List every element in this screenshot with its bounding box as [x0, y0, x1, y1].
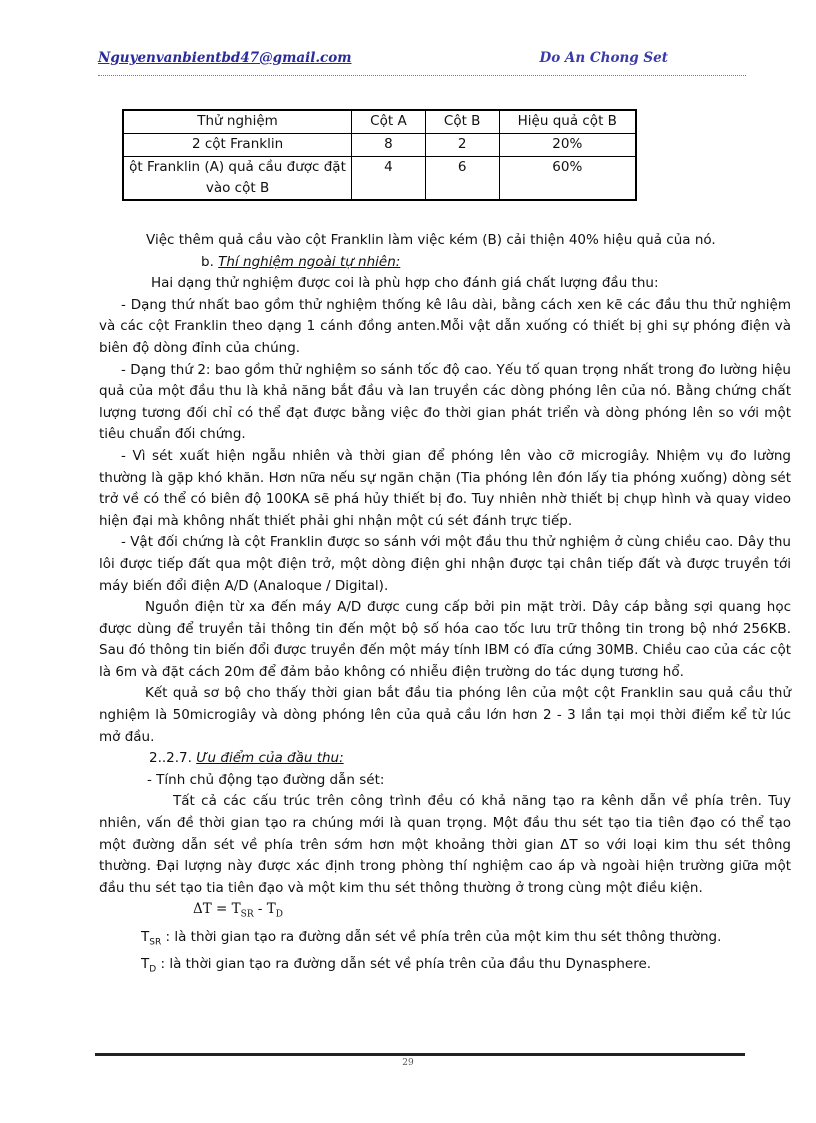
formula-lhs: ΔT = T — [193, 901, 241, 918]
paragraph: - Tính chủ động tạo đường dẫn sét: — [147, 771, 385, 788]
subsection-heading — [121, 252, 791, 274]
page-header — [98, 50, 746, 72]
body-text — [99, 230, 791, 981]
bullet-paragraph: - Vì sét xuất hiện ngẫu nhiên và thời gian để phóng lên vào cỡ microgiây. Nhiệm vụ đo lường thường là gặp khó khăn. Hơn nữa nếu sự ngăn chặn (Tia phóng lên đón lấy tia phóng xuống) dòng sét trở về có thể có biên độ 100KA sẽ phá hủy thiết bị đo. Tuy nhiên nhờ thiết bị chụp hình và quay video hiện đại mà không nhất thiết phải ghi nhận một cú sét đánh trực tiếp. — [99, 447, 791, 529]
table-cell: 60% — [499, 157, 636, 201]
header-divider — [98, 75, 746, 76]
table-cell-line: vào cột B — [205, 180, 270, 196]
definition-symbol: T — [141, 928, 150, 945]
table-cell: 2 cột Franklin — [123, 134, 352, 157]
author-email-link[interactable]: Nguyenvanbientbd47@gmail.com — [98, 50, 352, 66]
paragraph: Tất cả các cấu trúc trên công trình đều có khả năng tạo ra kênh dẫn về phía trên. Tuy nhiên, vấn đề thời gian tạo ra chúng mới là quan trọng. Một đầu thu sét tạo tia tiên đạo có thể tạo một đường dẫn sét về phía trên sớm hơn một khoảng thời gian ΔT so với loại kim thu sét thông thường. Đại lượng này được xác định trong phòng thí nghiệm cao áp và ngoài hiện trường giữa một đầu thu sét tạo tia tiên đạo và một kim thu sét thông thường ở trong cùng một điều kiện. — [99, 793, 791, 896]
paragraph: Việc thêm quả cầu vào cột Franklin làm việc kém (B) cải thiện 40% hiệu quả của nó. — [146, 232, 716, 248]
formula-mid: - T — [253, 901, 276, 918]
definition-symbol: T — [141, 955, 150, 972]
section-title: Ưu điểm của đầu thu: — [196, 750, 344, 767]
table-header-cell: Thử nghiệm — [123, 110, 352, 134]
table-header-cell: Cột B — [425, 110, 499, 134]
table-row — [123, 134, 636, 157]
paragraph: Hai dạng thử nghiệm được coi là phù hợp cho đánh giá chất lượng đầu thu: — [151, 275, 659, 292]
footer-divider — [95, 1053, 745, 1056]
definition-text: : là thời gian tạo ra đường dẫn sét về phía trên của một kim thu sét thông thường. — [161, 928, 722, 945]
table-cell-line: ột Franklin (A) quả cầu được đặt — [129, 159, 346, 175]
section-heading — [121, 748, 791, 770]
bullet-paragraph: - Vật đối chứng là cột Franklin được so sánh với một đầu thu thử nghiệm ở cùng chiều cao. Dây thu lôi được tiếp đất qua một điện trở, một dòng điện ghi nhận được tại chân tiếp đất và được truyền tới máy biến đổi điện A/D (Analoque / Digital). — [99, 534, 791, 594]
table-cell-multiline — [123, 157, 352, 201]
table-row — [123, 157, 636, 201]
definition-subscript: D — [149, 964, 157, 975]
project-title: Do An Chong Set — [539, 50, 668, 66]
table-cell: 20% — [499, 134, 636, 157]
bullet-paragraph: - Dạng thứ nhất bao gồm thử nghiệm thống kê lâu dài, bằng cách xen kẽ các đầu thu thử nghiệm và các cột Franklin theo dạng 1 cánh đồng anten.Mỗi vật dẫn xuống có thiết bị ghi sự phóng điện và biên độ dòng đỉnh của chúng. — [99, 296, 791, 356]
table-cell: 2 — [425, 134, 499, 157]
table-header-cell: Cột A — [352, 110, 426, 134]
formula-subscript: SR — [240, 910, 254, 921]
table-cell: 8 — [352, 134, 426, 157]
table-cell: 4 — [352, 157, 426, 201]
bullet-paragraph: - Dạng thứ 2: bao gồm thử nghiệm so sánh tốc độ cao. Yếu tố quan trọng nhất trong đo lường hiệu quả của một đầu thu là khả năng bắt đầu và lan truyền các dòng phóng lên của nó. Bằng chứng chất lượng tương đối chỉ có thể đạt được bằng việc đo thời gian phát triển và dòng phóng lên so với một tiêu chuẩn đối chứng. — [99, 361, 791, 443]
table-header-row — [123, 110, 636, 134]
definition-text: : là thời gian tạo ra đường dẫn sét về phía trên của đầu thu Dynasphere. — [156, 955, 652, 972]
definition-subscript: SR — [149, 937, 162, 948]
table-cell: 6 — [425, 157, 499, 201]
page-number: 29 — [402, 1058, 414, 1068]
table-header-cell: Hiệu quả cột B — [499, 110, 636, 134]
definition — [121, 927, 791, 954]
test-results-table — [122, 109, 637, 201]
definition — [121, 954, 791, 981]
section-number: 2..2.7. — [149, 750, 192, 767]
subsection-number: b. — [201, 253, 214, 270]
paragraph: Nguồn điện từ xa đến máy A/D được cung cấp bởi pin mặt trời. Dây cáp bằng sợi quang học được dùng để truyền tải thông tin đến một bộ số hóa cao tốc lưu trữ thông tin trong bộ nhớ 256KB. Sau đó thông tin biến đổi được truyền đến một máy tính IBM có đĩa cứng 30MB. Chiều cao của các cột là 6m và đặt cách 20m để đảm bảo không có nhiễu điện trường do tác dụng tương hổ. — [99, 599, 791, 680]
formula-subscript: D — [275, 910, 283, 921]
paragraph: Kết quả sơ bộ cho thấy thời gian bắt đầu tia phóng lên của một cột Franklin sau quả cầu thử nghiệm là 50microgiây và dòng phóng lên của quả cầu lớn hơn 2 - 3 lần tại mọi thời điểm kể từ lúc mở đầu. — [99, 685, 791, 745]
formula — [121, 899, 791, 926]
subsection-title: Thí nghiệm ngoài tự nhiên: — [218, 253, 401, 270]
